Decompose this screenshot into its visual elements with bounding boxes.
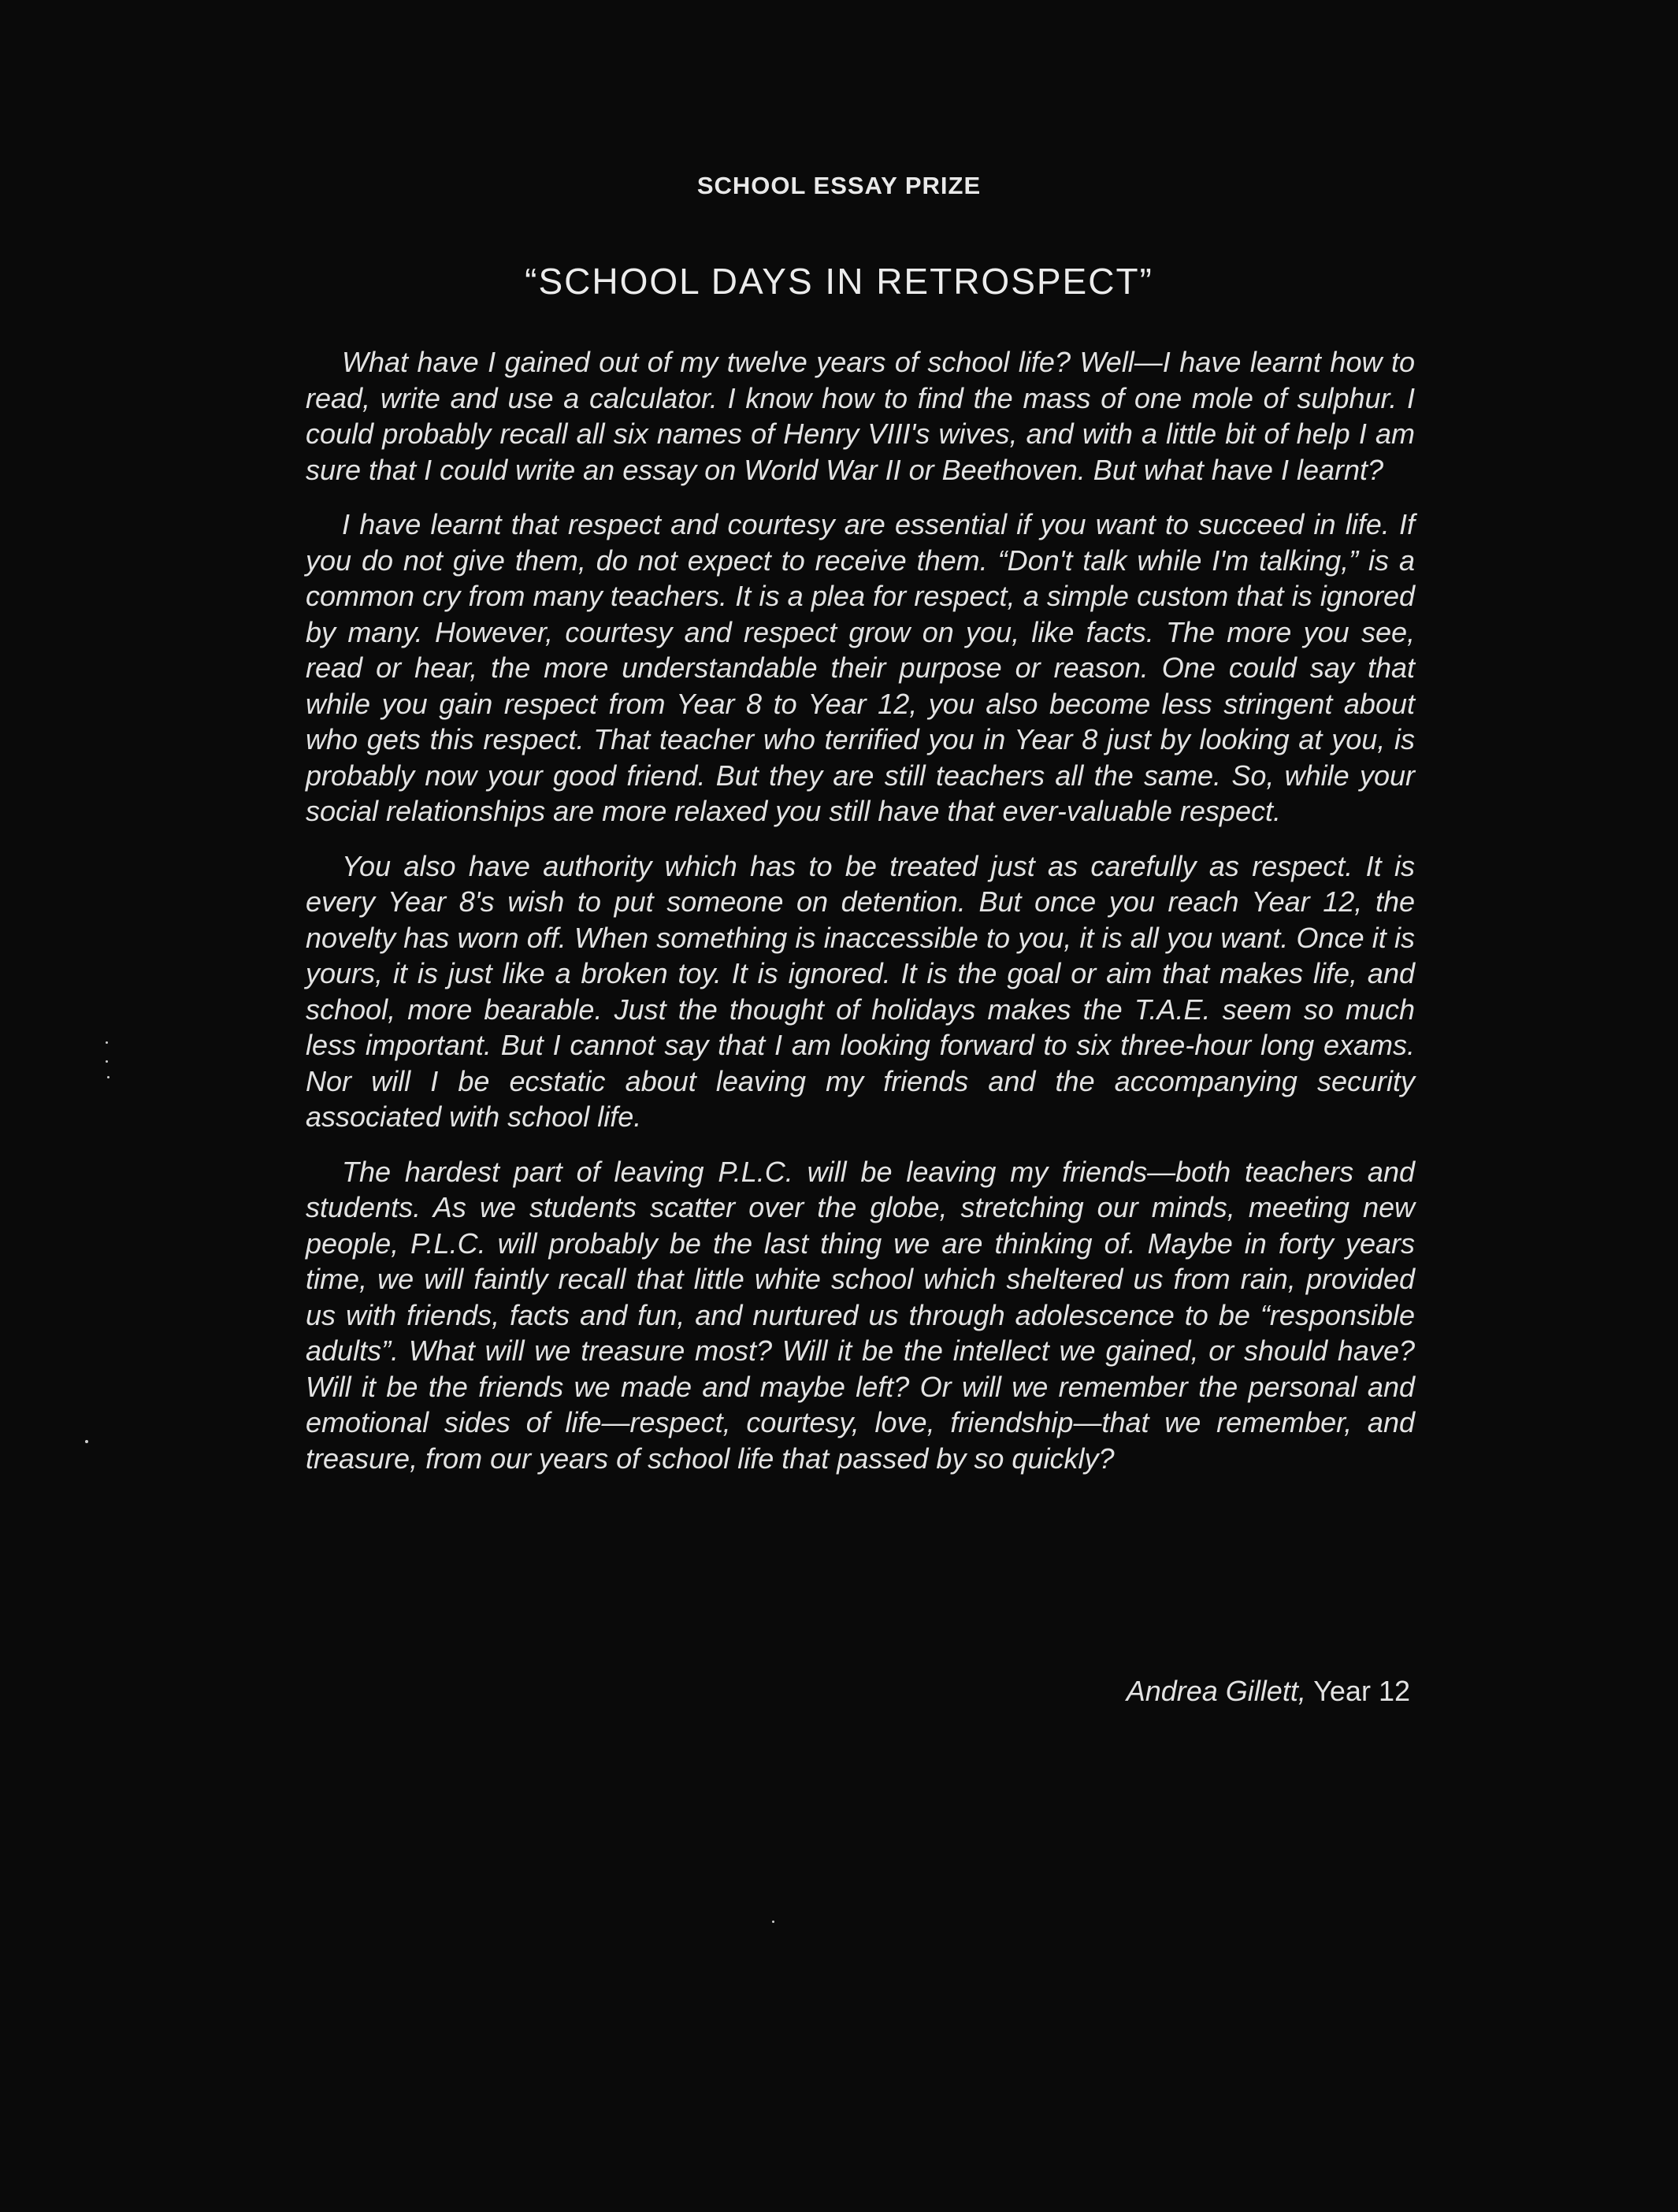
essay-paragraph: You also have authority which has to be treated just as carefully as respect. It is every Year 8's wish to put someone on detention. But once you reach Year 12, the novelty has worn off. When something is inaccessible to you, it is all you want. Once it is yours, it is just like a broken toy. It is ignored. It is the goal or aim that makes life, and school, more bearable. Just the thought of holidays makes the T.A.E. seem so much less important. But I cannot say that I am looking forward to six three-hour long exams. Nor will I be ecstatic about leaving my friends and the accompanying security associated with school life. — [306, 849, 1415, 1133]
author-signature — [1127, 1675, 1410, 1708]
print-speck — [106, 1060, 108, 1063]
print-speck — [107, 1076, 110, 1078]
essay-body — [306, 344, 1415, 1495]
author-name: Andrea Gillett, — [1126, 1675, 1306, 1707]
print-speck — [85, 1440, 88, 1443]
essay-paragraph: I have learnt that respect and courtesy are essential if you want to succeed in life. If you do not give them, do not expect to receive them. “Don't talk while I'm talking,” is a common cry from many teachers. It is a plea for respect, a simple custom that is ignored by many. However, courtesy and respect grow on you, like facts. The more you see, read or hear, the more understandable their purpose or reason. One could say that while you gain respect from Year 8 to Year 12, you also become less stringent about who gets this respect. That teacher who terrified you in Year 8 just by looking at you, is probably now your good friend. But they are still teachers all the same. So, while your social relationships are more relaxed you still have that ever-valuable respect. — [306, 508, 1415, 827]
essay-title: “SCHOOL DAYS IN RETROSPECT” — [525, 261, 1153, 302]
author-year: Year 12 — [1313, 1675, 1410, 1707]
print-speck — [772, 1921, 774, 1923]
essay-paragraph: What have I gained out of my twelve years of school life? Well—I have learnt how to read, write and use a calculator. I know how to find the mass of one mole of sulphur. I could probably recall all six names of Henry VIII's wives, and with a little bit of help I am sure that I could write an essay on World War II or Beethoven. But what have I learnt? — [306, 346, 1415, 486]
section-heading: SCHOOL ESSAY PRIZE — [696, 172, 982, 199]
essay-paragraph: The hardest part of leaving P.L.C. will be leaving my friends—both teachers and students. As we students scatter over the globe, stretching our minds, meeting new people, P.L.C. will probably be the last thing we are thinking of. Maybe in forty years time, we will faintly recall that little white school which sheltered us from rain, provided us with friends, facts and fun, and nurtured us through adolescence to be “responsible adults”. What will we treasure most? Will it be the intellect we gained, or should have? Will it be the friends we made and maybe left? Or will we remember the personal and emotional sides of life—respect, courtesy, love, friendship—that we remember, and treasure, from our years of school life that passed by so quickly? — [306, 1155, 1415, 1475]
print-speck — [106, 1041, 108, 1044]
